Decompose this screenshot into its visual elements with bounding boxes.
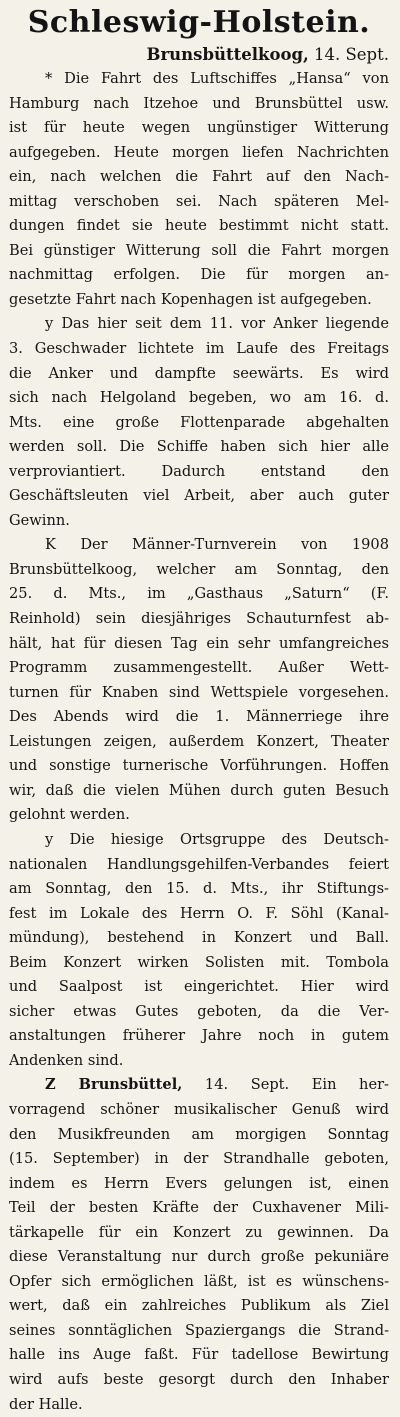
text-line: die Anker und dampfte seewärts. Es wird bbox=[9, 364, 389, 382]
text-line: 3. Geschwader lichtete im Laufe des Freitags bbox=[9, 340, 389, 358]
text-line: ein, nach welchen die Fahrt auf den Nach- bbox=[9, 168, 389, 186]
text-line: Reinhold) sein diesjähriges Schauturnfest ab- bbox=[9, 610, 389, 628]
dateline-place: Brunsbüttelkoog, bbox=[146, 45, 309, 64]
text-line: am Sonntag, den 15. d. Mts., ihr Stiftungs- bbox=[9, 880, 389, 898]
article-paragraph bbox=[9, 312, 389, 533]
article-paragraph bbox=[9, 533, 389, 828]
text-line: (15. September) in der Strandhalle geboten, bbox=[9, 1150, 389, 1168]
text-line: * Die Fahrt des Luftschiffes „Hansa“ von bbox=[45, 70, 389, 87]
text-line: und Saalpost ist eingerichtet. Hier wird bbox=[9, 978, 389, 996]
text-line: wird aufs beste gesorgt durch den Inhaber bbox=[9, 1370, 389, 1388]
text-line: y Die hiesige Ortsgruppe des Deutsch- bbox=[45, 830, 389, 848]
article-body bbox=[9, 67, 389, 1417]
article-paragraph bbox=[9, 67, 389, 312]
text-line: wert, daß ein zahlreiches Publikum als Ziel bbox=[9, 1297, 389, 1315]
text-line: Brunsbüttelkoog, welcher am Sonntag, den bbox=[9, 560, 389, 578]
text-line: anstaltungen früherer Jahre noch in gutem bbox=[9, 1027, 389, 1045]
text-line: Programm zusammengestellt. Außer Wett- bbox=[9, 659, 389, 677]
text-line: der Halle. bbox=[9, 1395, 83, 1413]
text-line: Opfer sich ermöglichen läßt, ist es wünschens- bbox=[9, 1272, 389, 1290]
text-line: indem es Herrn Evers gelungen ist, einen bbox=[9, 1174, 389, 1192]
text-line: sicher etwas Gutes geboten, da die Ver- bbox=[9, 1002, 389, 1020]
text-line: Gewinn. bbox=[9, 511, 70, 529]
text-line: hält, hat für diesen Tag ein sehr umfangreiches bbox=[9, 634, 389, 652]
text-line: mittag verschoben sei. Nach späteren Mel- bbox=[9, 192, 389, 210]
text-line: Z Brunsbüttel, 14. Sept. Ein her- bbox=[45, 1076, 389, 1094]
text-line: wir, daß die vielen Mühen durch guten Besuch bbox=[9, 781, 389, 799]
text-line: dungen findet sie heute bestimmt nicht statt. bbox=[9, 217, 389, 235]
text-line: und sonstige turnerische Vorführungen. Hoffen bbox=[9, 757, 389, 775]
text-line: y Das hier seit dem 11. vor Anker liegende bbox=[45, 315, 389, 333]
text-line: fest im Lokale des Herrn O. F. Söhl (Kanal- bbox=[9, 904, 389, 922]
dateline-date: 14. Sept. bbox=[314, 45, 389, 64]
text-line: sich nach Helgoland begeben, wo am 16. d. bbox=[9, 389, 389, 407]
text-line: turnen für Knaben sind Wettspiele vorgesehen. bbox=[9, 683, 389, 701]
article-paragraph bbox=[9, 828, 389, 1073]
text-line: seines sonntäglichen Spaziergangs die Strand- bbox=[9, 1321, 389, 1339]
dateline bbox=[9, 43, 389, 67]
text-line: Leistungen zeigen, außerdem Konzert, Theater bbox=[9, 732, 389, 750]
text-line: Andenken sind. bbox=[9, 1051, 124, 1069]
article-paragraph bbox=[9, 1073, 389, 1417]
text-line: werden soll. Die Schiffe haben sich hier alle bbox=[9, 438, 389, 456]
text-line: Bei günstiger Witterung soll die Fahrt morgen bbox=[9, 241, 389, 259]
text-line: Des Abends wird die 1. Männerriege ihre bbox=[9, 708, 389, 726]
text-line: nationalen Handlungsgehilfen-Verbandes feiert bbox=[9, 855, 389, 873]
text-line: verproviantiert. Dadurch entstand den bbox=[9, 462, 389, 480]
text-line: halle ins Auge faßt. Für tadellose Bewirtung bbox=[9, 1346, 389, 1364]
text-line: vorragend schöner musikalischer Genuß wird bbox=[9, 1100, 389, 1118]
text-line: Beim Konzert wirken Solisten mit. Tombola bbox=[9, 953, 389, 971]
text-line: 25. d. Mts., im „Gasthaus „Saturn“ (F. bbox=[9, 585, 389, 603]
text-line: den Musikfreunden am morgigen Sonntag bbox=[9, 1125, 389, 1143]
text-line: Geschäftsleuten viel Arbeit, aber auch guter bbox=[9, 487, 389, 505]
text-line: tärkapelle für ein Konzert zu gewinnen. Da bbox=[9, 1223, 389, 1241]
text-line: nachmittag erfolgen. Die für morgen an- bbox=[9, 266, 389, 284]
text-line: Mts. eine große Flottenparade abgehalten bbox=[9, 413, 389, 431]
text-line: Teil der besten Kräfte der Cuxhavener Mili- bbox=[9, 1199, 389, 1217]
text-line: gesetzte Fahrt nach Kopenhagen ist aufgegeben. bbox=[9, 290, 372, 308]
text-line: K Der Männer-Turnverein von 1908 bbox=[45, 536, 389, 554]
text-line: Hamburg nach Itzehoe und Brunsbüttel usw. bbox=[9, 94, 389, 112]
text-line: gelohnt werden. bbox=[9, 806, 130, 824]
headline: Schleswig-Holstein. bbox=[27, 5, 371, 40]
text-line: aufgegeben. Heute morgen liefen Nachrichten bbox=[9, 143, 389, 161]
text-line: mündung), bestehend in Konzert und Ball. bbox=[9, 929, 389, 947]
text-line: ist für heute wegen ungünstiger Witterung bbox=[9, 119, 389, 137]
text-line: diese Veranstaltung nur durch große pekuniäre bbox=[9, 1248, 389, 1266]
